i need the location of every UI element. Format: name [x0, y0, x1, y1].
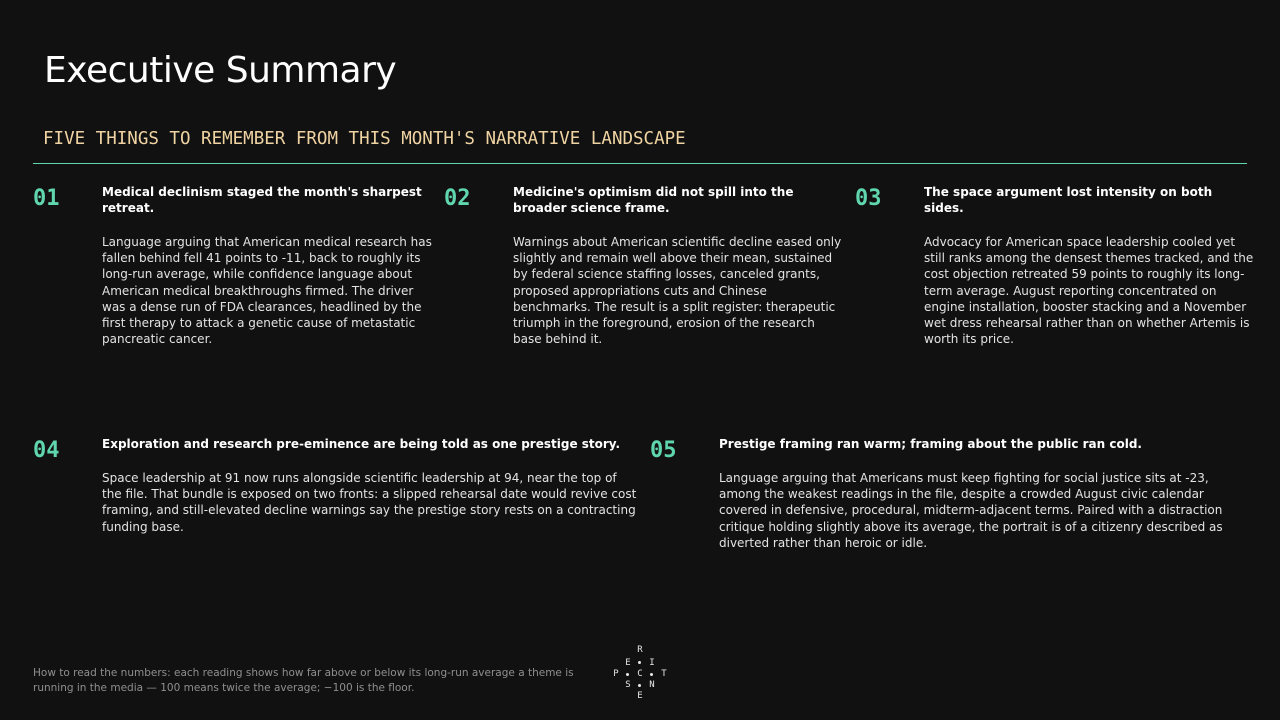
logo-letter: E [625, 658, 631, 668]
item-heading: The space argument lost intensity on both sides. [924, 185, 1213, 215]
item-body: Language arguing that American medical research has fallen behind fell 41 points to -11, back to roughly its long-run average, while confidence language about American medical breakthroughs firmed. The driver was a dense run of FDA clearances, headlined by the first therapy to attack a genetic cause of metastatic pancreatic cancer. [102, 235, 432, 347]
reading-guide-footnote: How to read the numbers: each reading shows how far above or below its long-run average a theme is running in the media — 100 means twice the average; −100 is the floor. [33, 667, 574, 694]
logo-letter: N [649, 680, 655, 690]
summary-item-02 [513, 184, 843, 347]
page-title: Executive Summary [44, 50, 397, 91]
logo-dot [650, 673, 653, 676]
item-body: Space leadership at 91 now runs alongside scientific leadership at 94, near the top of the file. That bundle is exposed on two fronts: a slipped rehearsal date would revive cost framing, and still-elevated decline warnings say the prestige story rests on a contracting funding base. [102, 471, 637, 534]
item-number-01: 01 [33, 186, 60, 211]
item-body: Advocacy for American space leadership cooled yet still ranks among the densest themes tracked, and the cost objection retreated 59 points to roughly its long-term average. August reporting concentrated on engine installation, booster stacking and a November wet dress rehearsal rather than on whether Artemis is worth its price. [924, 235, 1254, 347]
logo-letter: P [613, 669, 619, 679]
logo-letter: S [625, 680, 631, 690]
summary-item-01 [102, 184, 432, 347]
item-heading: Exploration and research pre-eminence are being told as one prestige story. [102, 437, 621, 451]
brand-logo [611, 645, 669, 703]
item-heading: Prestige framing ran warm; framing about the public ran cold. [719, 437, 1142, 451]
logo-letter: C [637, 669, 643, 679]
logo-dot [626, 673, 629, 676]
page-subtitle: FIVE THINGS TO REMEMBER FROM THIS MONTH'S NARRATIVE LANDSCAPE [43, 129, 686, 149]
logo-letter: I [649, 658, 655, 668]
item-heading: Medical declinism staged the month's sharpest retreat. [102, 185, 422, 215]
item-number-05: 05 [650, 438, 677, 463]
logo-dot [638, 684, 641, 687]
item-number-03: 03 [855, 186, 882, 211]
logo-letter: E [637, 691, 643, 701]
summary-item-05 [719, 436, 1254, 551]
item-heading: Medicine's optimism did not spill into the broader science frame. [513, 185, 794, 215]
item-body: Language arguing that Americans must keep fighting for social justice sits at -23, among the weakest readings in the file, despite a crowded August civic calendar covered in defensive, procedural, midterm-adjacent terms. Paired with a distraction critique holding slightly above its average, the portrait is of a citizenry described as diverted rather than heroic or idle. [719, 471, 1223, 550]
item-number-04: 04 [33, 438, 60, 463]
item-body: Warnings about American scientific decline eased only slightly and remain well above their mean, sustained by federal science staffing losses, canceled grants, proposed appropriations cuts and Chinese benchmarks. The result is a split register: therapeutic triumph in the foreground, erosion of the research base behind it. [513, 235, 842, 347]
summary-item-04 [102, 436, 637, 535]
logo-letter: R [637, 645, 643, 655]
summary-item-03 [924, 184, 1254, 347]
logo-dot [638, 661, 641, 664]
header-divider [33, 163, 1247, 164]
logo-letter: T [661, 669, 667, 679]
item-number-02: 02 [444, 186, 471, 211]
